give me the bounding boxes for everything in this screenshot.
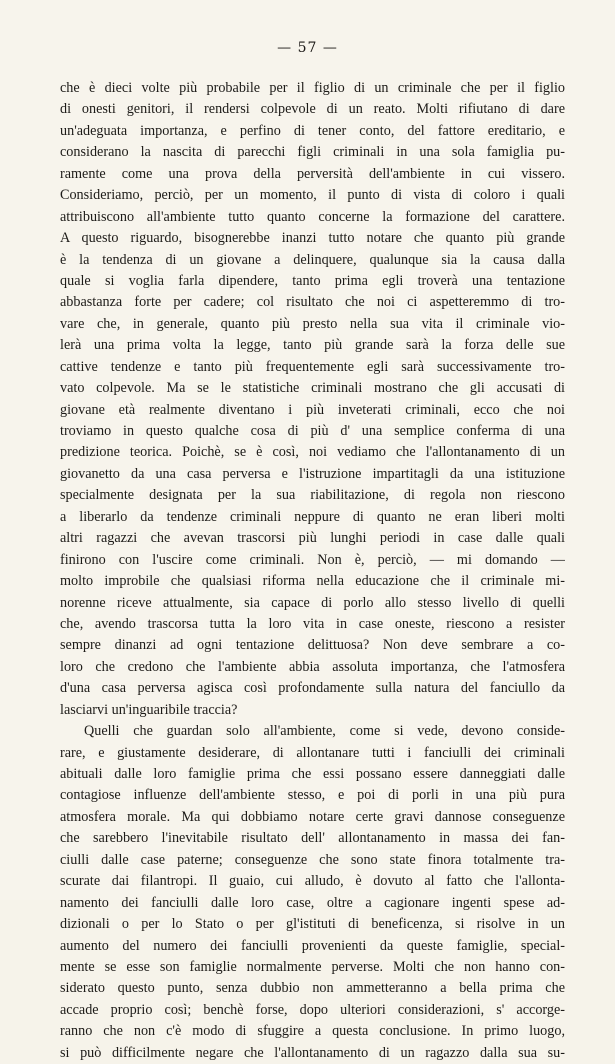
- text-line: loro che credono che l'ambiente abbia assoluta importanza, che l'atmosfera: [60, 658, 565, 675]
- text-line: ranno che non c'è modo di sfuggire a questa conclusione. In primo luogo,: [60, 1023, 565, 1040]
- body-text: [60, 78, 565, 1064]
- text-line: ciulli dalle case paterne; conseguenze che sono state finora totalmente tra-: [60, 851, 565, 868]
- text-line: sempre dinanzi ad ogni tentazione delittuosa? Non deve sembrare a co-: [60, 637, 565, 654]
- text-line: abituali dalle loro famiglie prima che essi possano essere danneggiati dalle: [60, 766, 565, 782]
- text-line: Quelli che guardan solo all'ambiente, come si vede, devono conside-: [84, 723, 565, 740]
- text-line: molto improbile che qualsiasi riforma nella educazione che il criminale mi-: [60, 573, 565, 590]
- text-line: che, avendo trascorsa tutta la loro vita in case oneste, riescono a resister: [60, 615, 565, 632]
- text-line: che è dieci volte più probabile per il figlio di un criminale che per il figlio: [60, 80, 565, 96]
- text-line: giovane età realmente diventano i più inveterati criminali, ecco che noi: [60, 401, 565, 418]
- text-line: dizionali o per lo Stato o per gl'istituti di beneficenza, si risolve in un: [60, 916, 565, 933]
- text-line: cattive tendenze e tanto più frequentemente egli sarà successivamente tro-: [60, 358, 565, 375]
- text-line: scurate dai filantropi. Il guaio, cui alludo, è dovuto al fatto che l'allonta-: [60, 873, 565, 890]
- text-line: vato colpevole. Ma se le statistiche criminali mostrano che gli accusati di: [60, 380, 565, 397]
- text-line: giovanetto da una casa perversa e l'istruzione impartitagli da una istituzione: [60, 465, 565, 482]
- text-line: lasciarvi un'inguaribile traccia?: [60, 701, 238, 718]
- text-line: un'adeguata importanza, e perfino di tener conto, del fattore ereditario, e: [60, 122, 565, 139]
- text-line: è la tendenza di un giovane a delinquere, qualunque sia la causa dalla: [60, 251, 565, 268]
- text-line: finirono con l'uscire come criminali. Non è, perciò, — mi domando —: [60, 551, 565, 568]
- text-line: di onesti genitori, il rendersi colpevole di un reato. Molti rifiutano di dare: [60, 101, 565, 118]
- text-line: specialmente designata per la sua riabilitazione, di regola non riescono: [60, 487, 565, 504]
- text-line: siderato questo punto, senza dubbio non ammetteranno a bella prima che: [60, 980, 565, 997]
- text-line: quale si voglia farla dipendere, tanto prima egli troverà una tentazione: [60, 272, 565, 289]
- page-number: — 57 —: [277, 40, 338, 56]
- text-line: namento dei fanciulli dalle loro case, oltre a cagionare ingenti spese ad-: [60, 894, 565, 911]
- text-line: A questo riguardo, bisognerebbe inanzi tutto notare che quanto più grande: [60, 230, 565, 247]
- text-line: predizione teorica. Poichè, se è così, noi vediamo che l'allontanamento di un: [60, 444, 565, 461]
- text-line: d'una casa perversa agisca così profondamente sulla natura del fanciullo da: [60, 680, 565, 697]
- text-line: considerano la nascita di parecchi figli criminali in una sola famiglia pu-: [60, 144, 565, 161]
- text-line: a liberarlo da tendenze criminali neppure di quanto ne eran liberi molti: [60, 508, 565, 525]
- text-line: accade proprio così; benchè forse, dopo ulteriori considerazioni, s' accorge-: [60, 1001, 565, 1018]
- text-line: si può difficilmente negare che l'allontanamento di un ragazzo dalla sua su-: [60, 1044, 565, 1061]
- text-line: norenne riceve attualmente, sia capace di porlo allo stesso livello di quelli: [60, 594, 565, 611]
- text-line: altri ragazzi che avevan trascorsi più lunghi periodi in case dalle quali: [60, 530, 565, 547]
- text-line: che sarebbero l'inevitabile risultato dell' allontanamento in massa dei fan-: [60, 830, 565, 847]
- text-line: contagiose influenze dell'ambiente stesso, e poi di porli in una più pura: [60, 787, 565, 804]
- text-line: ramente come una prova della perversità dell'ambiente in cui vissero.: [60, 165, 565, 182]
- text-line: aumento del numero dei fanciulli provenienti da queste famiglie, special-: [60, 937, 565, 954]
- text-line: rare, e giustamente desiderare, di allontanare tutti i fanciulli dei criminali: [60, 744, 565, 761]
- text-line: vare che, in generale, quanto più presto nella sua vita il criminale vio-: [60, 315, 565, 332]
- text-line: attribuiscono all'ambiente tutto quanto concerne la formazione del carattere.: [60, 208, 565, 225]
- text-line: atmosfera morale. Ma qui dobbiamo notare certe gravi dannose conseguenze: [60, 808, 565, 825]
- text-line: troviamo in questo qualche cosa di più d' una semplice conferma di una: [60, 423, 565, 439]
- text-line: abbastanza forte per cadere; col risultato che noi ci aspetteremmo di tro-: [60, 294, 565, 311]
- text-line: Consideriamo, perciò, per un momento, il punto di vista di coloro i quali: [60, 187, 565, 204]
- text-line: mente se esse son famiglie normalmente perverse. Molti che non hanno con-: [60, 958, 565, 975]
- text-line: lerà una prima volta la legge, tanto più grande sarà la forza delle sue: [60, 337, 565, 354]
